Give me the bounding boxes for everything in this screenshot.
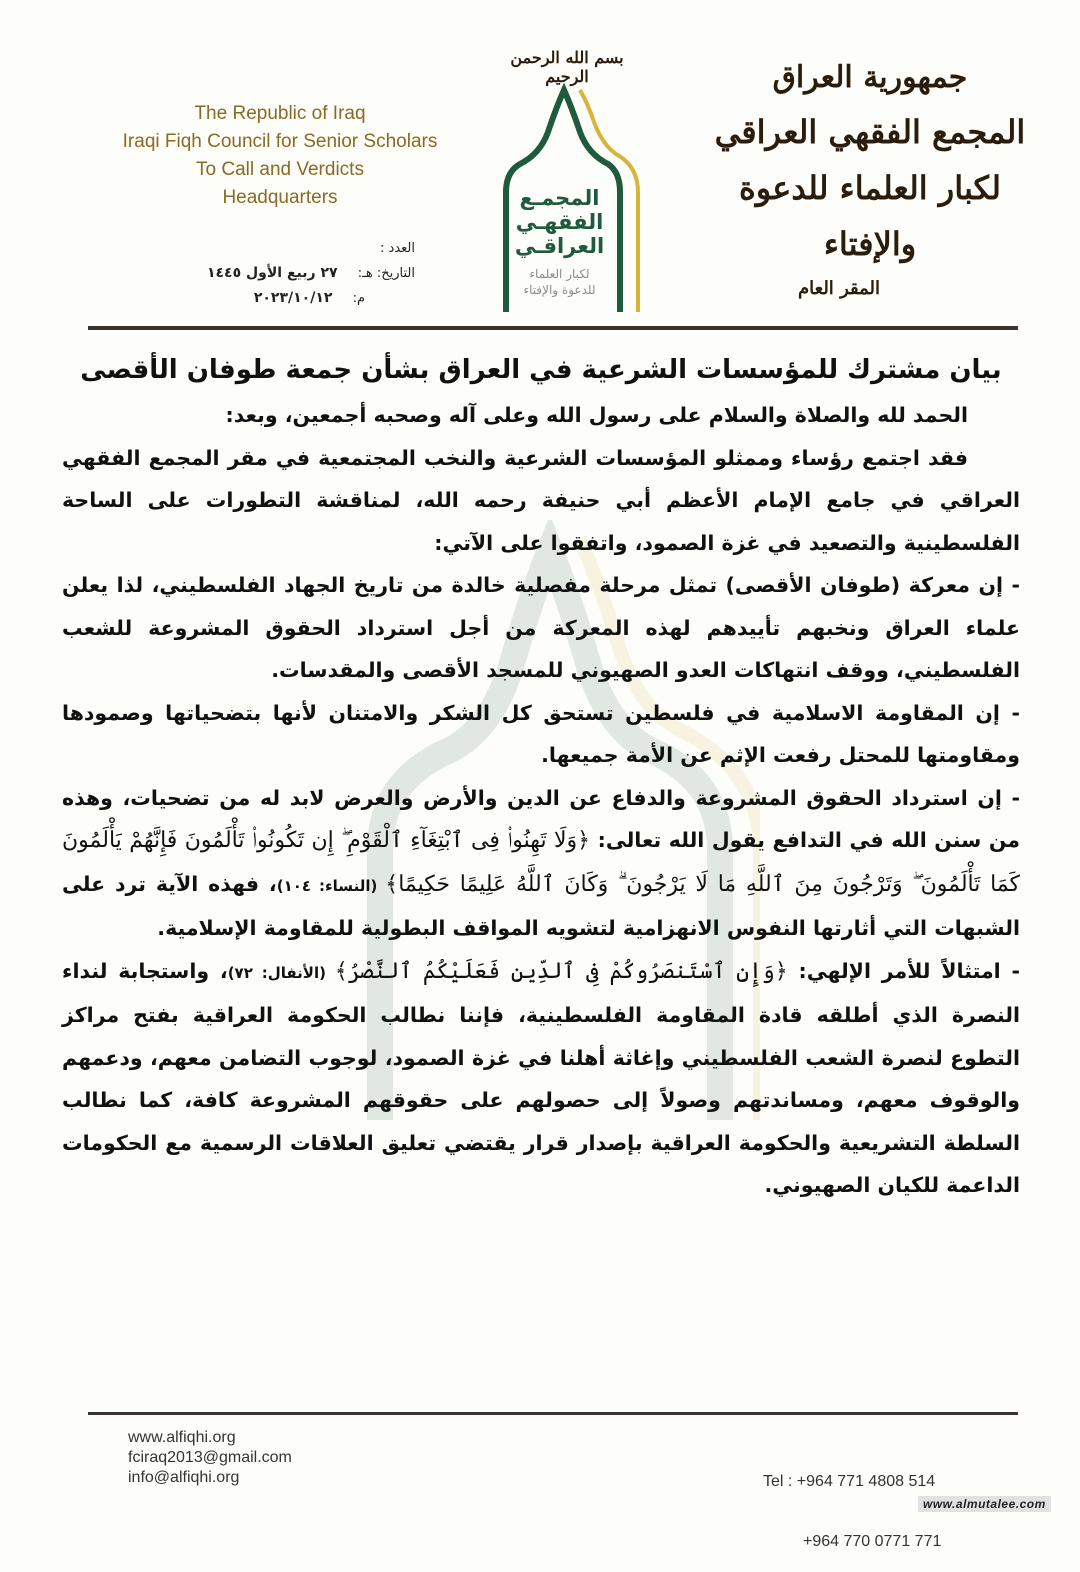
logo-name [492,186,627,258]
date-label: التاريخ: هـ: [357,266,415,281]
logo-name-line: الفقهـي [515,210,604,234]
english-letterhead [80,100,480,212]
point-paragraph [62,777,1020,950]
logo-name-line: العراقـي [514,234,605,258]
footer-divider [88,1412,1018,1415]
reference-block [150,236,415,311]
footer-contacts [128,1428,292,1488]
english-letterhead-line: The Republic of Iraq [194,103,366,124]
reference-number-label: العدد : [380,241,415,256]
point-paragraph: - إن المقاومة الاسلامية في فلسطين تستحق كل الشكر والامتنان لأنها بتضحياتها وصمودها ومقاومتها للمحتل رفعت الإثم عن الأمة جميعها. [62,700,1020,767]
english-letterhead-line: To Call and Verdicts [196,159,364,180]
arabic-letterhead [700,52,1040,299]
gregorian-date: ٢٠٢٣/١٠/١٢ [253,290,333,306]
phone-number: +964 770 0771 771 [803,1533,942,1550]
footer-phones [763,1432,941,1572]
point-paragraph [62,950,1020,1207]
verse-citation: (النساء: ١٠٤) [276,876,386,895]
arabic-letterhead-line: جمهورية العراق [772,60,968,95]
verse-citation: (الأنفال: ٧٢) [227,963,335,982]
quran-verse: ﴿وَإِنِ ٱسْتَنصَرُوكُمْ فِى ٱلدِّينِ فَعَلَيْكُمُ ٱلنَّصْرُ﴾ [334,958,788,984]
logo-subtitle-line: للدعوة والإفتاء [523,283,596,297]
website-link[interactable]: www.alfiqhi.org [128,1429,236,1446]
header-divider [88,326,1018,330]
point-paragraph: - إن معركة (طوفان الأقصى) تمثل مرحلة مفصلية خالدة من تاريخ الجهاد الفلسطيني، لذا يعلن علماء العراق ونخبهم تأييدهم لهذه المعركة من أجل استرداد الحقوق المشروعة للشعب الفلسطيني، ووقف انتهاكات العدو الصهيوني للمسجد الأقصى والمقدسات. [62,573,1020,682]
arabic-letterhead-line: لكبار العلماء للدعوة والإفتاء [738,169,1002,263]
gregorian-date-label: م: [352,291,365,306]
point-text: ، فهذه الآية ترد على الشبهات التي أثارتها النفوس الانهزامية لتشويه المواقف البطولية للمقاومة الإسلامية. [62,871,1020,940]
reference-number-row [150,236,415,261]
hijri-date: ٢٧ ربيع الأول ١٤٤٥ [206,265,338,281]
logo-subtitle-line: لكبار العلماء [529,267,590,281]
email-link[interactable]: fciraq2013@gmail.com [128,1449,292,1466]
gregorian-date-row [150,286,415,311]
statement-body [62,348,1020,1207]
opening-line: الحمد لله والصلاة والسلام على رسول الله وعلى آله وصحبه أجمعين، وبعد: [225,403,968,427]
quran-verse: ﴿وَلَا تَهِنُوا۟ فِى ٱبْتِغَآءِ ٱلْقَوْمِ ۖ إِن تَكُونُوا۟ تَأْلَمُونَ فَإِنَّهُمْ يَأْلَمُونَ كَمَا تَأْلَمُونَ ۖ وَتَرْجُونَ مِنَ ٱللَّهِ مَا لَا يَرْجُونَ ۗ وَكَانَ ٱللَّهُ عَلِيمًا حَكِيمًا﴾ [62,828,1020,897]
council-logo [492,48,642,308]
logo-name-line: المجمـع [519,186,600,210]
point-text: ، واستجابة لنداء النصرة الذي أطلقه قادة المقاومة الفلسطينية، فإننا نطالب الحكومة العراقية بفتح مراكز التطوع لنصرة الشعب الفلسطيني وإغاثة أهلنا في غزة الصمود، لوجوب التضامن معهم، ودعمهم والوقوف معهم، ومساندتهم وصولاً إلى حصولهم على حقوقهم المشروعة كافة، كما نطالب السلطة التشريعية والحكومة العراقية بإصدار قرار يقتضي تعليق العلاقات الرسمية مع الحكومات الداعمة للكيان الصهيوني. [62,958,1020,1197]
hijri-date-row [150,261,415,286]
point-text: - إن استرداد الحقوق المشروعة والدفاع عن الدين والأرض والعرض لابد له من تضحيات، وهذه من سنن الله في التدافع يقول الله تعالى: [62,785,1020,852]
email-link[interactable]: info@alfiqhi.org [128,1469,240,1486]
point-text: - امتثالاً للأمر الإلهي: [787,958,1020,983]
intro-paragraph: فقد اجتمع رؤساء وممثلو المؤسسات الشرعية والنخب المجتمعية في مقر المجمع الفقهي العراقي في جامع الإمام الأعظم أبي حنيفة رحمه الله، لمناقشة التطورات على الساحة الفلسطينية والتصعيد في غزة الصمود، واتفقوا على الآتي: [62,445,1020,555]
arabic-letterhead-line: المجمع الفقهي العراقي [714,113,1026,151]
tel-label: Tel : [763,1473,793,1490]
english-letterhead-line: Iraqi Fiqh Council for Senior Scholars [122,131,438,152]
source-watermark: www.almutalee.com [918,1496,1051,1512]
basmala-calligraphy: بسم الله الرحمن الرحيم [510,48,624,86]
phone-number: +964 771 4808 514 [796,1473,936,1490]
headquarters-label: المقر العام [798,278,880,299]
english-letterhead-line: Headquarters [222,187,338,208]
logo-subtitle [492,266,627,298]
statement-title: بيان مشترك للمؤسسات الشرعية في العراق بشأن جمعة طوفان الأقصى [80,355,1002,385]
